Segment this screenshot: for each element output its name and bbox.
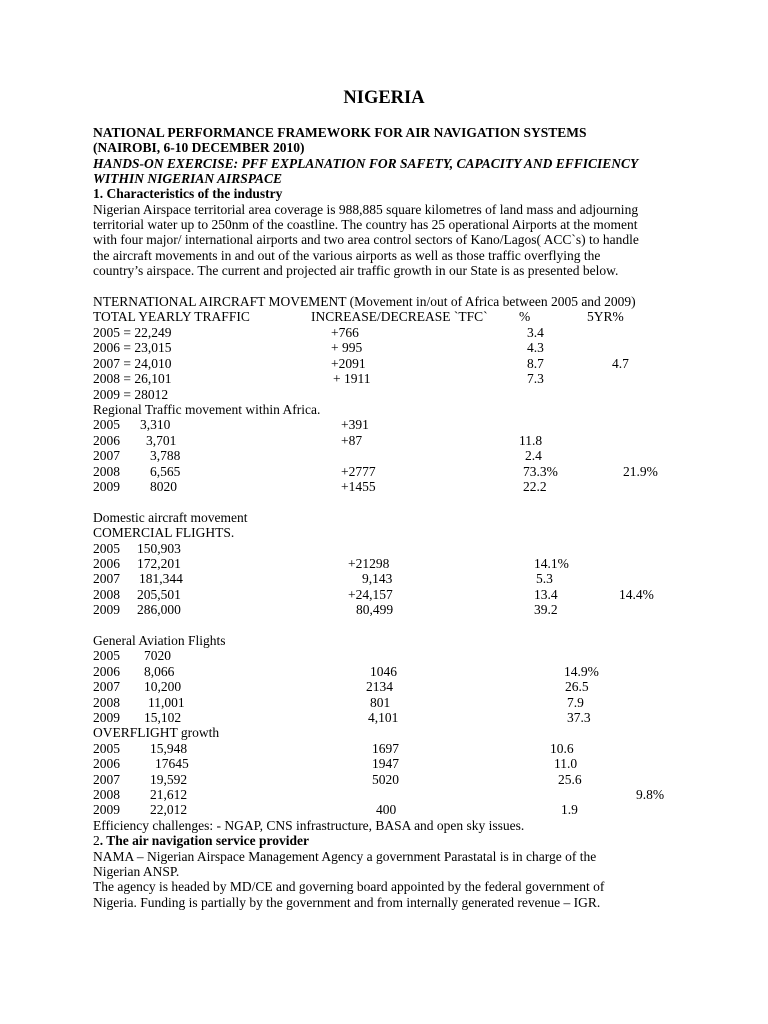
table-row [0,664,768,679]
cell: 2005 [93,648,120,663]
table-row [0,433,768,448]
cell: 2007 [93,772,120,787]
cell: 10.6 [550,741,574,756]
section2-para-line: The agency is headed by MD/CE and governing board appointed by the federal government of [93,879,605,894]
col-header: TOTAL YEARLY TRAFFIC [93,309,250,324]
col-header: 5YR% [587,309,624,324]
cell: 2007 [93,448,120,463]
table-row [0,772,768,787]
cell: 15,102 [144,710,182,725]
cell: +766 [331,325,359,340]
cell: 7.9 [567,695,584,710]
table-row [0,571,768,586]
cell: 1046 [370,664,397,679]
cell: 39.2 [534,602,558,617]
cell: 801 [370,695,391,710]
cell: 2007 = 24,010 [93,356,172,371]
cell: +2091 [331,356,366,371]
cell: 22.2 [523,479,547,494]
cell: 2008 [93,464,120,479]
table-row [0,387,768,402]
cell: 80,499 [356,602,394,617]
cell: 6,565 [150,464,181,479]
section2-para-line: Nigeria. Funding is partially by the government and from internally generated revenue – IGR. [93,895,601,910]
section2-heading-number: 2 [93,833,100,848]
section1-para-line: Nigerian Airspace territorial area coverage is 988,885 square kilometres of land mass and adjourning [93,202,639,217]
cell: 2006 [93,433,120,448]
cell: 2005 = 22,249 [93,325,172,340]
cell: 11.8 [519,433,543,448]
table-row [0,695,768,710]
section2-heading [93,833,309,848]
cell: +2777 [341,464,376,479]
cell: +1455 [341,479,376,494]
cell: 205,501 [137,587,181,602]
table-row [0,417,768,432]
table-row [0,587,768,602]
intl-heading: NTERNATIONAL AIRCRAFT MOVEMENT (Movement in/out of Africa between 2005 and 2009) [93,294,636,309]
header-line-3: HANDS-ON EXERCISE: PFF EXPLANATION FOR SAFETY, CAPACITY AND EFFICIENCY [93,156,639,171]
cell: 21,612 [150,787,188,802]
cell: 2008 [93,695,120,710]
cell: 17645 [155,756,189,771]
col-header: INCREASE/DECREASE `TFC` [311,309,488,324]
cell: 181,344 [139,571,183,586]
cell: 4,101 [368,710,399,725]
cell: +391 [341,417,369,432]
table-row [0,679,768,694]
cell: 3,788 [150,448,181,463]
cell: 19,592 [150,772,188,787]
cell: 2006 = 23,015 [93,340,172,355]
efficiency-note: Efficiency challenges: - NGAP, CNS infrastructure, BASA and open sky issues. [93,818,525,833]
cell: 7020 [144,648,171,663]
cell: 1697 [372,741,399,756]
cell: 2008 [93,587,120,602]
cell: + 995 [331,340,363,355]
section2-para-line: NAMA – Nigerian Airspace Management Agency a government Parastatal is in charge of the [93,849,597,864]
table-row [0,325,768,340]
cell: 2006 [93,664,120,679]
cell: 2007 [93,571,120,586]
cell: 2009 = 28012 [93,387,169,402]
cell: 8,066 [144,664,175,679]
section1-para-line: country’s airspace. The current and projected air traffic growth in our State is as presented below. [93,263,619,278]
cell: 2.4 [525,448,542,463]
cell: +24,157 [348,587,393,602]
table-row [0,710,768,725]
cell: 9,143 [362,571,393,586]
cell: 11.0 [554,756,578,771]
table-row [0,448,768,463]
cell: 1.9 [561,802,578,817]
cell: 3,310 [140,417,171,432]
cell: +21298 [348,556,390,571]
overflight-heading: OVERFLIGHT growth [93,725,220,740]
cell: 21.9% [623,464,658,479]
cell: 2005 [93,741,120,756]
regional-heading: Regional Traffic movement within Africa. [93,402,321,417]
cell: 14.1% [534,556,569,571]
cell: 7.3 [527,371,544,386]
cell: 26.5 [565,679,589,694]
cell: 172,201 [137,556,181,571]
table-row [0,602,768,617]
cell: 9.8% [636,787,665,802]
page-title: NIGERIA [343,88,425,108]
cell: 5020 [372,772,399,787]
cell: 22,012 [150,802,188,817]
header-line-2: (NAIROBI, 6-10 DECEMBER 2010) [93,140,305,155]
section1-heading: 1. Characteristics of the industry [93,186,283,201]
cell: 4.3 [527,340,544,355]
cell: 2008 = 26,101 [93,371,172,386]
cell: 400 [376,802,397,817]
table-row [0,787,768,802]
cell: 73.3% [523,464,558,479]
section2-para-line: Nigerian ANSP. [93,864,180,879]
cell: 3.4 [527,325,544,340]
table-row [0,356,768,371]
section1-para-line: territorial water up to 250nm of the coastline. The country has 25 operational Airports at the moment [93,217,638,232]
cell: 4.7 [612,356,629,371]
cell: 286,000 [137,602,181,617]
cell: 8020 [150,479,177,494]
cell: 5.3 [536,571,553,586]
table-row [0,541,768,556]
cell: + 1911 [333,371,371,386]
cell: 3,701 [146,433,177,448]
cell: 2006 [93,556,120,571]
cell: 2008 [93,787,120,802]
cell: 10,200 [144,679,182,694]
domestic-heading: Domestic aircraft movement [93,510,248,525]
cell: 37.3 [567,710,591,725]
section1-para-line: with four major/ international airports and two area control sectors of Kano/Lagos( ACC`s) to handle [93,232,639,247]
table-row [0,340,768,355]
cell: 8.7 [527,356,544,371]
header-line-1: NATIONAL PERFORMANCE FRAMEWORK FOR AIR NAVIGATION SYSTEMS [93,125,587,140]
cell: +87 [341,433,363,448]
cell: 1947 [372,756,399,771]
table-row [0,741,768,756]
table-row [0,556,768,571]
col-header: % [519,309,531,324]
domestic-subheading: COMERCIAL FLIGHTS. [93,525,235,540]
table-row [0,479,768,494]
table-row [0,648,768,663]
section2-heading-text: . The air navigation service provider [99,833,309,848]
cell: 2005 [93,541,120,556]
cell: 2134 [366,679,393,694]
cell: 15,948 [150,741,188,756]
cell: 14.9% [564,664,599,679]
general-heading: General Aviation Flights [93,633,226,648]
cell: 2009 [93,710,120,725]
table-row [0,802,768,817]
cell: 2006 [93,756,120,771]
cell: 2009 [93,479,120,494]
intl-header-row [0,309,768,324]
cell: 2007 [93,679,120,694]
cell: 2009 [93,802,120,817]
cell: 25.6 [558,772,582,787]
cell: 150,903 [137,541,181,556]
section1-para-line: the aircraft movements in and out of the various airports as well as those traffic overflying the [93,248,601,263]
cell: 13.4 [534,587,558,602]
cell: 2005 [93,417,120,432]
cell: 2009 [93,602,120,617]
table-row [0,371,768,386]
cell: 14.4% [619,587,654,602]
header-line-4: WITHIN NIGERIAN AIRSPACE [93,171,283,186]
table-row [0,464,768,479]
cell: 11,001 [148,695,185,710]
table-row [0,756,768,771]
